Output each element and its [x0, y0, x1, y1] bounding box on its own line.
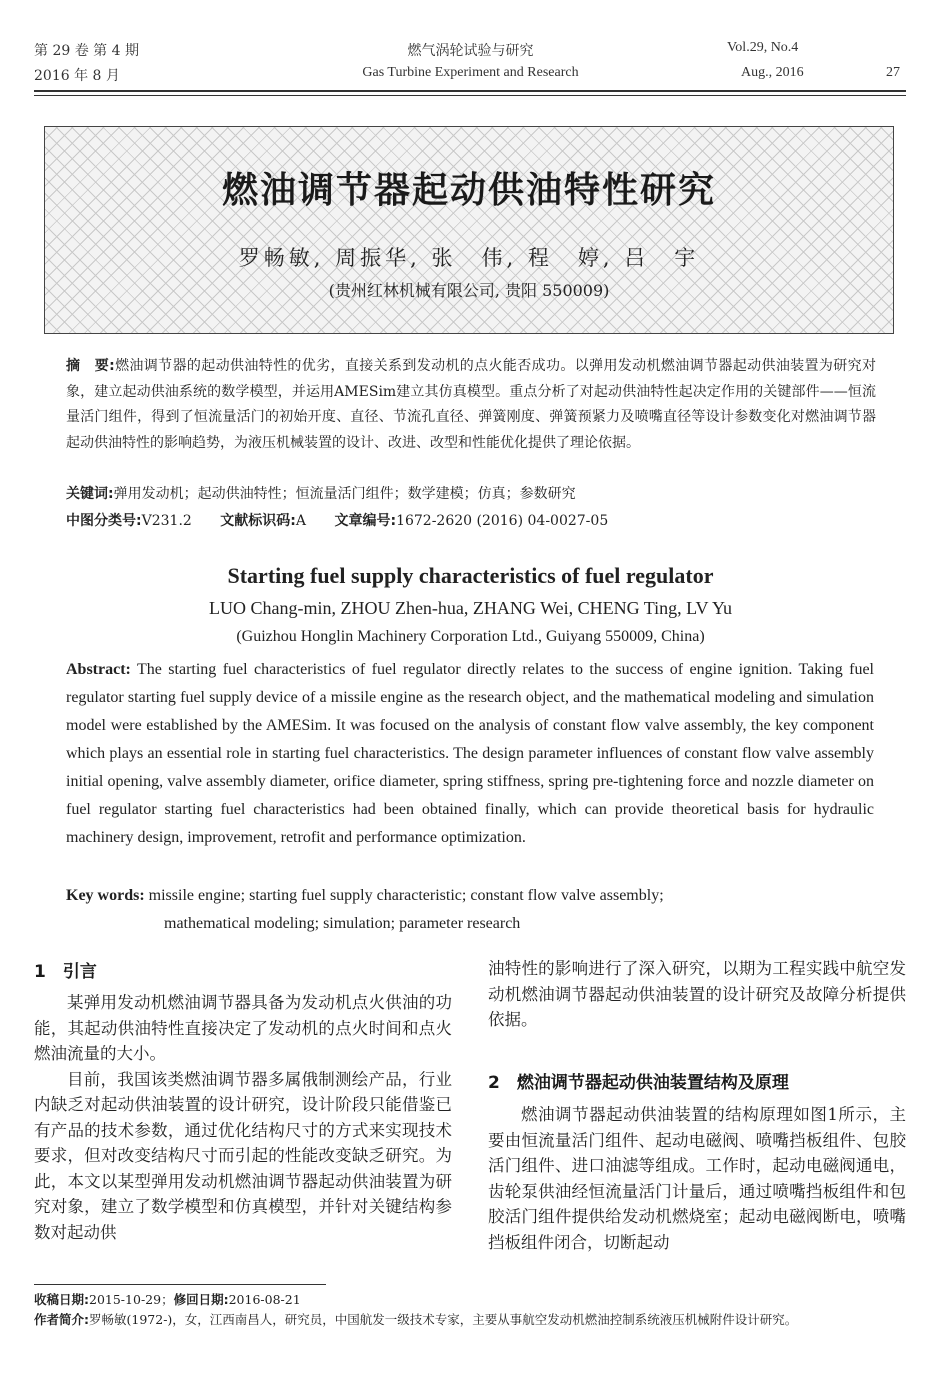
abstract-cn-label: 摘 要: — [66, 358, 115, 374]
header-rule-thin — [34, 95, 906, 96]
clc-value: V231.2 — [141, 513, 192, 529]
keywords-en-line2: mathematical modeling; simulation; parameter research — [164, 915, 521, 932]
authors-en: LUO Chang-min, ZHOU Zhen-hua, ZHANG Wei, CHENG Ting, LV Yu — [208, 598, 733, 618]
author-bio: 罗畅敏(1972-)，女，江西南昌人，研究员，中国航发一级技术专家，主要从事航空发动机燃油控制系统液压机械附件设计研究。 — [89, 1312, 798, 1327]
authors-cn: 罗畅敏, 周振华, 张 伟, 程 婷, 吕 宇 — [238, 246, 700, 270]
header-date-cn: 2016 年 8 月 — [34, 68, 120, 84]
affiliation-cn: (贵州红林机械有限公司, 贵阳 550009) — [328, 281, 610, 300]
page-number: 27 — [886, 65, 900, 80]
paper-title-cn: 燃油调节器起动供油特性研究 — [221, 170, 716, 211]
author-bio-label: 作者简介: — [34, 1312, 89, 1327]
doc-code-label: 文献标识码: — [220, 513, 296, 529]
keywords-cn-label: 关键词: — [66, 486, 114, 502]
affiliation-en: (Guizhou Honglin Machinery Corporation Ltd., Guiyang 550009, China) — [236, 628, 705, 645]
footnote-author — [34, 1310, 797, 1328]
section-2-heading: 2 燃油调节器起动供油装置结构及原理 — [488, 1073, 789, 1093]
keywords-en-line1: missile engine; starting fuel supply characteristic; constant flow valve assembly; — [148, 887, 664, 904]
header-volume-en: Vol.29, No.4 — [727, 40, 799, 55]
header-date-en: Aug., 2016 — [741, 65, 804, 80]
title-box — [44, 126, 894, 334]
keywords-cn — [66, 483, 576, 503]
paper-title-en: Starting fuel supply characteristics of fuel regulator — [227, 563, 714, 588]
abstract-en-text: The starting fuel characteristics of fuel regulator directly relates to the success of engine ignition. Taking fuel regulator starting fuel supply device of a missile engine as the research object, and the mathematical modeling and simulation model were established by the AMESim. It was focused on the analysis of constant flow valve assembly, the key component which plays an essential role in starting fuel characteristics. The design parameter influences of constant flow valve assembly initial opening, valve assembly diameter, orifice diameter, spring stiffness, spring pre-tightening force and nozzle diameter on fuel regulator starting fuel characteristics had been obtained finally, which can provide theoretical basis for hydraulic machinery design, improvement, retrofit and performance optimization. — [66, 661, 874, 846]
section-1-paragraph-3: 油特性的影响进行了深入研究，以期为工程实践中航空发动机燃油调节器起动供油装置的设计研究及故障分析提供依据。 — [488, 959, 906, 1029]
footnote-rule — [34, 1284, 326, 1285]
article-no-value: 1672-2620 (2016) 04-0027-05 — [396, 513, 609, 529]
section-1-paragraph-2: 目前，我国该类燃油调节器多属俄制测绘产品，行业内缺乏对起动供油装置的设计研究，设计阶段只能借鉴已有产品的技术参数，通过优化结构尺寸的方式来实现技术要求，但对改变结构尺寸而引起的性能改变缺乏研究。为此，本文以某型弹用发动机燃油调节器起动供油装置为研究对象，建立了数学模型和仿真模型，并针对关键结构参数对起动供 — [34, 1069, 452, 1242]
abstract-en-label: Abstract: — [66, 661, 131, 678]
right-column-bottom — [488, 1102, 906, 1255]
received-label: 收稿日期: — [34, 1292, 89, 1307]
left-column — [34, 990, 452, 1245]
article-no-label: 文章编号: — [334, 513, 397, 529]
section-2-paragraph-1: 燃油调节器起动供油装置的结构原理如图1所示，主要由恒流量活门组件、起动电磁阀、喷嘴挡板组件、包胶活门组件、进口油滤等组成。工作时，起动电磁阀通电，齿轮泵供油经恒流量活门计量后，通过喷嘴挡板组件和包胶活门组件提供给发动机燃烧室；起动电磁阀断电，喷嘴挡板组件闭合，切断起动 — [488, 1105, 906, 1252]
abstract-cn-text: 燃油调节器的起动供油特性的优劣，直接关系到发动机的点火能否成功。以弹用发动机燃油调节器起动供油装置为研究对象，建立起动供油系统的数学模型，并运用AMESim建立其仿真模型。重点分析了对起动供油特性起决定作用的关键部件——恒流量活门组件，得到了恒流量活门的初始开度、直径、节流孔直径、弹簧刚度、弹簧预紧力及喷嘴直径等设计参数变化对燃油调节器起动供油特性的影响趋势，为液压机械装置的设计、改进、改型和性能优化提供了理论依据。 — [66, 358, 876, 451]
header-journal-cn: 燃气涡轮试验与研究 — [407, 43, 534, 59]
header-journal-en: Gas Turbine Experiment and Research — [362, 65, 579, 80]
revised-date: 2016-08-21 — [228, 1292, 301, 1307]
abstract-cn — [66, 354, 876, 456]
section-1-paragraph-1: 某弹用发动机燃油调节器具备为发动机点火供油的功能，其起动供油特性直接决定了发动机的点火时间和点火燃油流量的大小。 — [34, 993, 452, 1063]
right-column-top — [488, 956, 906, 1033]
header-volume-cn: 第 29 卷 第 4 期 — [34, 43, 139, 59]
section-1-heading: 1 引言 — [34, 962, 97, 982]
classification-line — [66, 510, 632, 530]
keywords-cn-text: 弹用发动机；起动供油特性；恒流量活门组件；数学建模；仿真；参数研究 — [113, 486, 576, 502]
received-date: 2015-10-29 — [89, 1292, 162, 1307]
keywords-en — [66, 882, 874, 938]
clc-label: 中图分类号: — [66, 513, 142, 529]
footnote-dates: 收稿日期:2015-10-29；修回日期:2016-08-21 — [34, 1292, 301, 1307]
keywords-en-label: Key words: — [66, 887, 145, 904]
revised-label: 修回日期: — [173, 1292, 229, 1307]
header-rule — [34, 90, 906, 92]
doc-code-value: A — [295, 513, 306, 529]
abstract-en — [66, 656, 874, 852]
